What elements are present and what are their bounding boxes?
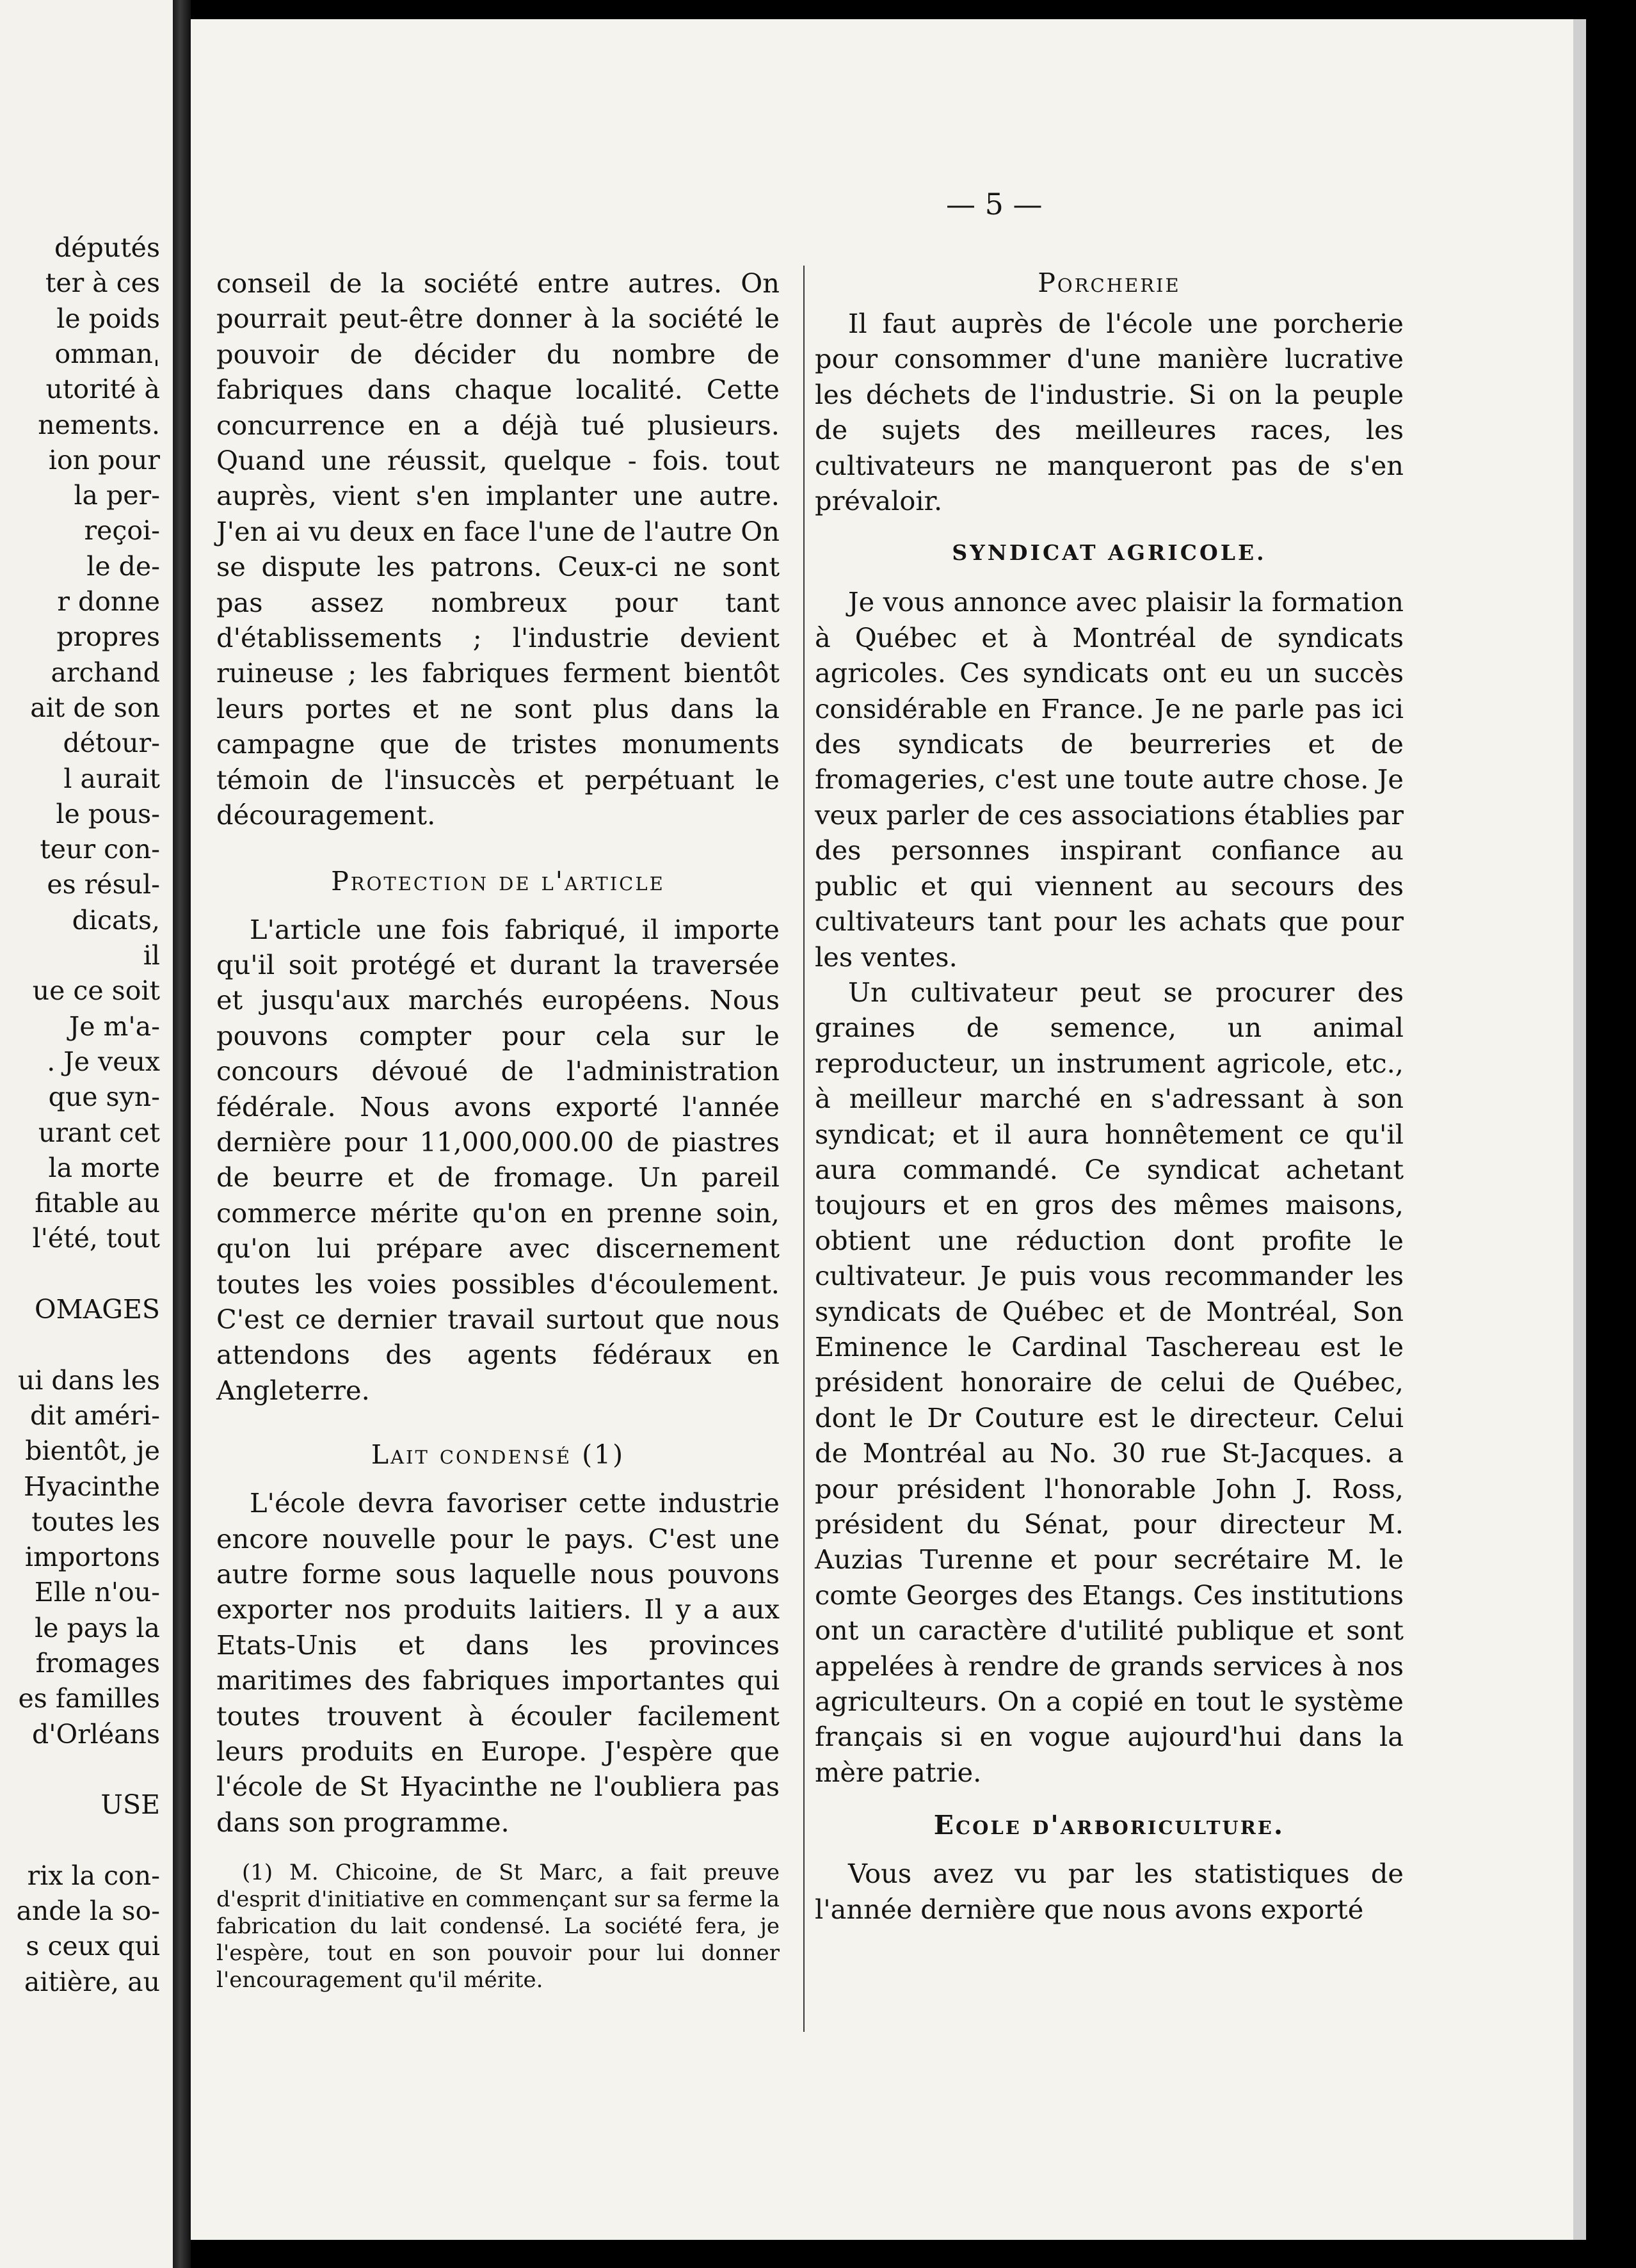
left-page-line: le de- bbox=[86, 550, 160, 582]
left-page-line: utorité à bbox=[45, 374, 160, 405]
left-page-line: ue ce soit bbox=[32, 975, 160, 1007]
left-page-line: ommanˌ bbox=[54, 338, 160, 369]
column-right bbox=[815, 266, 1404, 1927]
left-page-line: fromages bbox=[35, 1648, 160, 1679]
heading-porcherie: Porcherie bbox=[1038, 268, 1181, 298]
left-page-fragment bbox=[0, 0, 173, 2268]
heading-protection: Protection de l'article bbox=[331, 865, 665, 897]
left-page-line: la per- bbox=[74, 480, 160, 511]
left-page-line: bientôt, je bbox=[25, 1435, 160, 1467]
left-page-line: teur con- bbox=[40, 834, 160, 865]
left-page-line: ait de son bbox=[30, 692, 160, 723]
left-page-line: rix la con- bbox=[27, 1860, 160, 1891]
heading-ecole-arboriculture: Ecole d'arboriculture. bbox=[933, 1810, 1285, 1841]
column-rule bbox=[803, 266, 805, 2032]
left-page-line: OMAGES bbox=[35, 1294, 160, 1325]
left-page-line: députés bbox=[54, 232, 160, 263]
paragraph-ecole: Vous avez vu par les statistiques de l'année dernière que nous avons exporté bbox=[815, 1858, 1404, 1925]
left-page-line: ter à ces bbox=[45, 268, 160, 299]
left-page-line: Hyacinthe bbox=[24, 1471, 160, 1502]
left-page-line: importons bbox=[24, 1542, 160, 1573]
book-gutter bbox=[173, 0, 191, 2268]
left-page-line: dit améri- bbox=[29, 1400, 160, 1431]
paragraph-syndicat-1: Je vous annonce avec plaisir la formation à Québec et à Montréal de syndicats agricoles. Ces syndicats ont eu un succès considérable en France. Je ne parle pas ici des syndicats de beurreries et de fromageries, c'est une toute autre chose. Je veux parler de ces associations établies par des personnes inspirant confiance au public et qui viennent au secours des cultivateurs tant pour les achats que pour les ventes. bbox=[815, 586, 1404, 973]
page-edge bbox=[1573, 19, 1586, 2240]
heading-lait-condense: Lait condensé (1) bbox=[371, 1439, 625, 1471]
left-page-line: l aurait bbox=[63, 763, 160, 794]
left-page-line: dicats, bbox=[72, 904, 160, 936]
left-page-line: archand bbox=[51, 657, 160, 688]
left-page-line: toutes les bbox=[31, 1506, 160, 1537]
left-page-line: . Je veux bbox=[47, 1046, 160, 1077]
left-page-line: d'Orléans bbox=[32, 1718, 160, 1750]
paragraph-syndicat-2: Un cultivateur peut se procurer des graines de semence, un animal reproducteur, un instrument agricole, etc., à meilleur marché en s'adressant à son syndicat; et il aura honnêtement ce qu'il aura commandé. Ce syndicat achetant toujours et en gros des mêmes maisons, obtient une réduction dont profite le cultivateur. Je puis vous recommander les syndicats de Québec et de Montréal, Son Eminence le Cardinal Taschereau est le président honoraire de celui de Québec, dont le Dr Couture est le directeur. Celui de Montréal au No. 30 rue St-Jacques. a pour président l'honorable John J. Ross, président du Sénat, pour directeur M. Auzias Turenne et pour secrétaire M. le comte Georges des Etangs. Ces institutions ont un caractère d'utilité publique et sont appelées à rendre de grands services à nos agriculteurs. On a copié en tout le système français si en vogue aujourd'hui dans la mère patrie. bbox=[815, 976, 1404, 1788]
left-page-line: urant cet bbox=[38, 1117, 160, 1148]
left-page-line: es résul- bbox=[47, 869, 160, 900]
paragraph-porcherie: Il faut auprès de l'école une porcherie pour consommer d'une manière lucrative les déchets de l'industrie. Si on la peuple de sujets des meilleures races, les cultivateurs ne manqueront pas de s'en prévaloir. bbox=[815, 308, 1404, 517]
left-page-line: fitable au bbox=[35, 1188, 160, 1219]
left-page-line: que syn- bbox=[48, 1082, 160, 1113]
paragraph-lait-condense: L'école devra favoriser cette industrie encore nouvelle pour le pays. C'est une autre forme sous laquelle nous pouvons exporter nos produits laitiers. Il y a aux Etats-Unis et dans les provinces maritimes des fabriques importantes qui toutes trouvent à écouler facilement leurs produits en Europe. J'espère que l'école de St Hyacinthe ne l'oubliera pas dans son programme. bbox=[216, 1487, 780, 1838]
left-page-line: nements. bbox=[38, 409, 160, 440]
left-page-line: r donne bbox=[57, 586, 160, 617]
left-page-line: reçoi- bbox=[84, 515, 160, 547]
footnote: (1) M. Chicoine, de St Marc, a fait preuve d'esprit d'initiative en commençant sur sa ferme la fabrication du lait condensé. La société fera, je l'espère, tout en son pouvoir pour lui donner l'encouragement qu'il mérite. bbox=[216, 1860, 780, 1993]
left-page-line: es familles bbox=[18, 1683, 160, 1714]
left-page-line: aitière, au bbox=[24, 1966, 160, 1997]
left-page-line: Elle n'ou- bbox=[34, 1577, 160, 1608]
column-left bbox=[216, 266, 780, 1993]
left-page-line: ande la so- bbox=[16, 1896, 160, 1927]
left-page-line: ui dans les bbox=[17, 1364, 160, 1396]
left-page-line: USE bbox=[100, 1789, 160, 1821]
page bbox=[191, 19, 1573, 2240]
left-page-line: l'été, tout bbox=[32, 1223, 160, 1254]
paragraph-intro: conseil de la société entre autres. On pourrait peut-être donner à la société le pouvoir de décider du nombre de fabriques dans chaque localité. Cette concurrence en a déjà tué plusieurs. Quand une réussit, quelque - fois. tout auprès, vient s'en implanter une autre. J'en ai vu deux en face l'une de l'autre On se dispute les patrons. Ceux-ci ne sont pas assez nombreux pour tant d'établissements ; l'industrie devient ruineuse ; les fabriques ferment bientôt leurs portes et ne sont plus dans la campagne que de tristes monuments témoin de l'insuccès et perpétuant le découragement. bbox=[216, 268, 780, 831]
left-page-line: il bbox=[143, 940, 160, 971]
left-page-line: la morte bbox=[48, 1152, 160, 1183]
left-page-line: s ceux qui bbox=[26, 1931, 160, 1962]
left-page-line: détour- bbox=[63, 728, 160, 759]
heading-syndicat-agricole: SYNDICAT AGRICOLE. bbox=[952, 540, 1267, 566]
left-page-line: Je m'a- bbox=[68, 1010, 160, 1042]
paragraph-protection: L'article une fois fabriqué, il importe qu'il soit protégé et durant la traversée et jusqu'aux marchés européens. Nous pouvons compter pour cela sur le concours dévoué de l'administration fédérale. Nous avons exporté l'année dernière pour 11,000,000.00 de piastres de beurre et de fromage. Un pareil commerce mérite qu'on en prenne soin, qu'on lui prépare avec discernement toutes les voies possibles d'écoulement. C'est ce dernier travail surtout que nous attendons des agents fédéraux en Angleterre. bbox=[216, 913, 780, 1406]
left-page-line: le pous- bbox=[56, 798, 160, 829]
left-page-line: ion pour bbox=[48, 444, 160, 475]
left-page-line: propres bbox=[56, 621, 160, 653]
left-page-line: le poids bbox=[56, 303, 160, 334]
page-number: — 5 — bbox=[946, 187, 1043, 221]
left-page-line: le pays la bbox=[35, 1612, 160, 1643]
